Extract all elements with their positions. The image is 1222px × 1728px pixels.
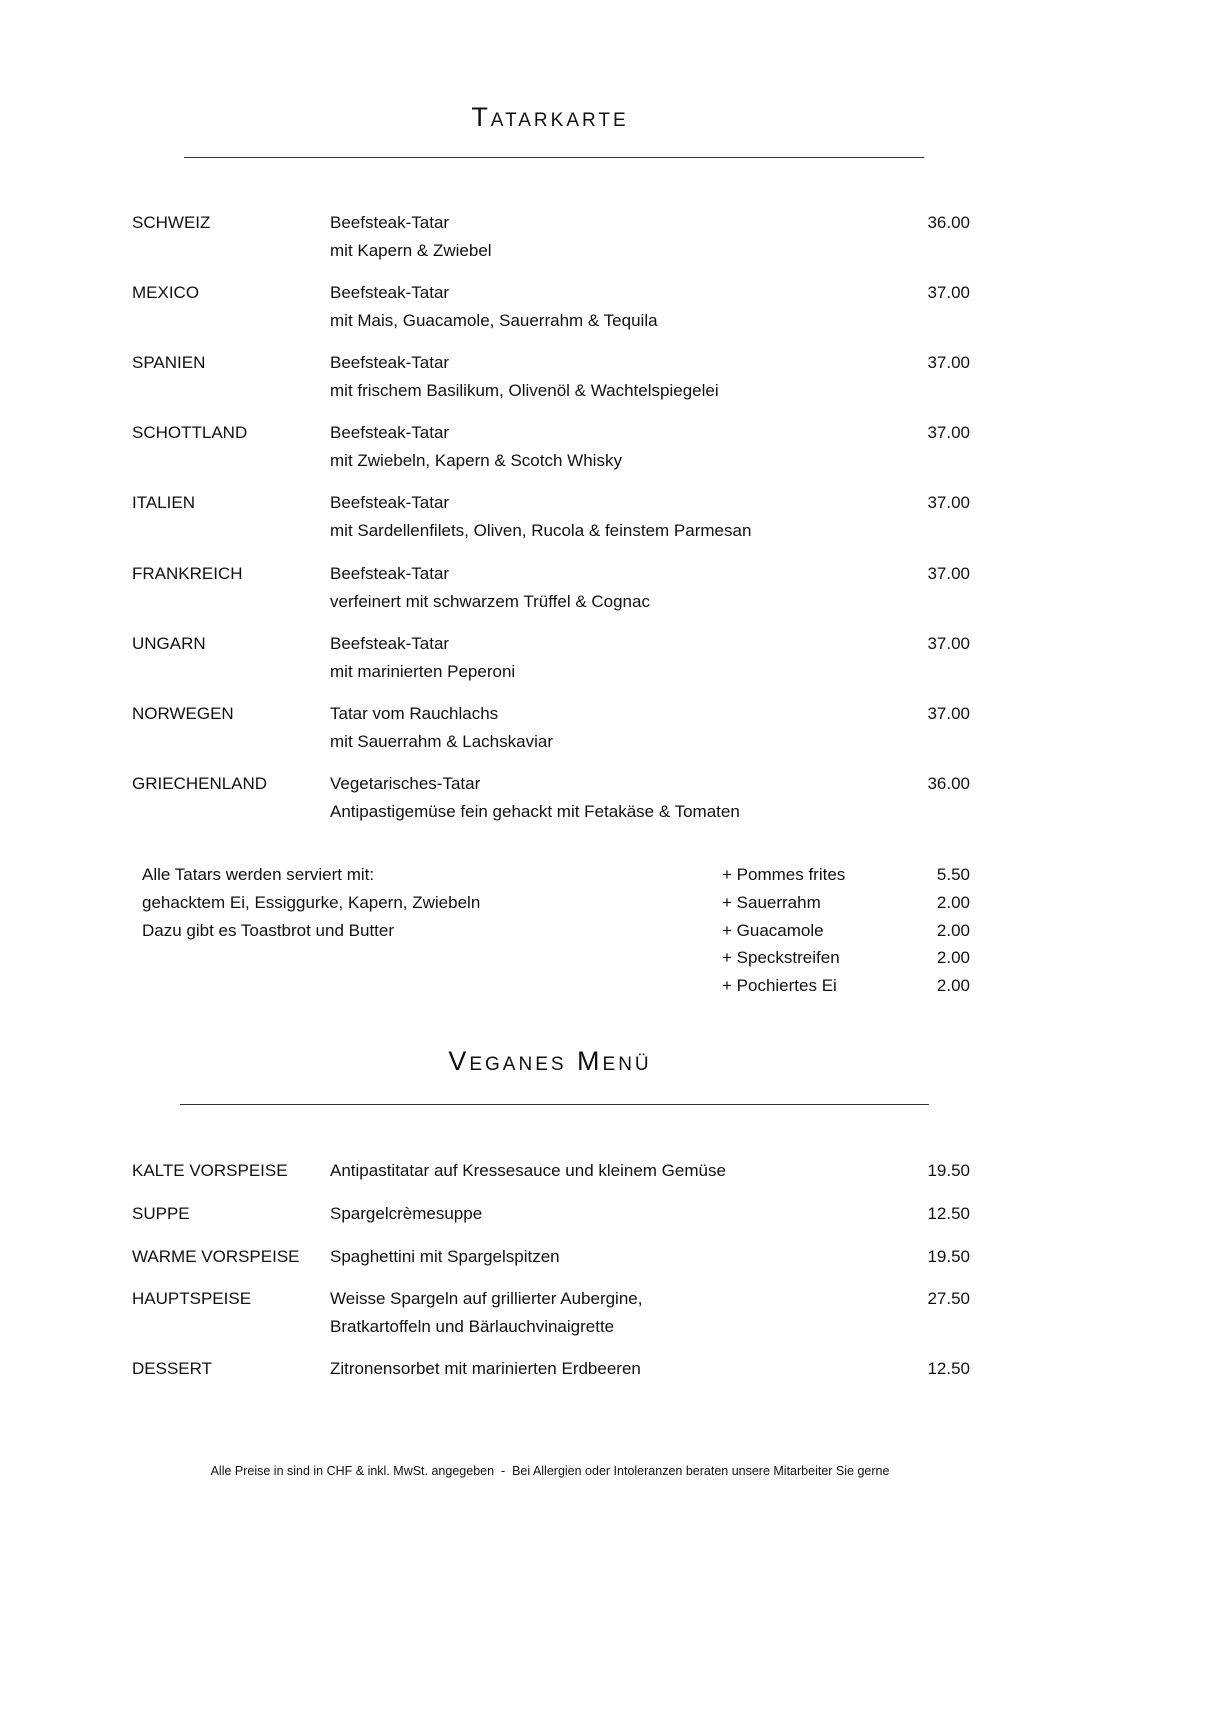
course-category: SUPPE — [132, 1204, 190, 1223]
extra-price: 2.00 — [936, 893, 970, 912]
item-category: NORWEGEN — [132, 704, 234, 723]
item-price: 37.00 — [927, 634, 970, 653]
item-description: mit Kapern & Zwiebel — [330, 241, 492, 260]
item-price: 37.00 — [927, 353, 970, 372]
item-price: 37.00 — [927, 704, 970, 723]
serving-note: gehacktem Ei, Essiggurke, Kapern, Zwiebeln — [142, 893, 481, 912]
course-name: Zitronensorbet mit marinierten Erdbeeren — [330, 1359, 641, 1378]
item-category: SCHOTTLAND — [132, 423, 248, 442]
extra-price: 2.00 — [936, 921, 970, 940]
item-price: 37.00 — [927, 564, 970, 583]
serving-note: Alle Tatars werden serviert mit: — [142, 865, 375, 884]
item-category: ITALIEN — [132, 493, 195, 512]
item-name: Beefsteak-Tatar — [330, 564, 450, 583]
item-name: Beefsteak-Tatar — [330, 634, 450, 653]
extra-name: + Speckstreifen — [722, 948, 840, 967]
item-category: GRIECHENLAND — [132, 774, 268, 793]
course-price: 27.50 — [927, 1289, 970, 1308]
item-description: mit Sauerrahm & Lachskaviar — [330, 732, 553, 751]
item-description: mit frischem Basilikum, Olivenöl & Wachtelspiegelei — [330, 381, 719, 400]
extra-price: 2.00 — [936, 948, 970, 967]
course-description: Bratkartoffeln und Bärlauchvinaigrette — [330, 1317, 615, 1336]
item-category: MEXICO — [132, 283, 200, 302]
course-price: 12.50 — [927, 1359, 970, 1378]
tatar-item — [0, 703, 1100, 773]
item-category: UNGARN — [132, 634, 206, 653]
course-category: WARME VORSPEISE — [132, 1247, 300, 1266]
item-description: mit Sardellenfilets, Oliven, Rucola & feinstem Parmesan — [330, 521, 752, 540]
extra-name: + Sauerrahm — [722, 893, 821, 912]
extra-name: + Pochiertes Ei — [722, 976, 837, 995]
course-name: Spargelcrèmesuppe — [330, 1204, 483, 1223]
tatar-title-rule — [184, 157, 924, 158]
course-category: DESSERT — [132, 1359, 212, 1378]
item-price: 36.00 — [927, 213, 970, 232]
item-name: Beefsteak-Tatar — [330, 493, 450, 512]
course-price: 19.50 — [927, 1247, 970, 1266]
extra-price: 5.50 — [936, 865, 970, 884]
serving-note: Dazu gibt es Toastbrot und Butter — [142, 921, 395, 940]
extra-price: 2.00 — [936, 976, 970, 995]
course-name: Antipastitatar auf Kressesauce und kleinem Gemüse — [330, 1161, 726, 1180]
tatar-item — [0, 633, 1100, 703]
course-price: 12.50 — [927, 1204, 970, 1223]
item-name: Tatar vom Rauchlachs — [330, 704, 499, 723]
item-category: FRANKREICH — [132, 564, 243, 583]
tatar-item — [0, 492, 1100, 562]
tatar-item — [0, 282, 1100, 352]
vegan-item — [0, 1288, 1100, 1358]
item-description: mit Zwiebeln, Kapern & Scotch Whisky — [330, 451, 622, 470]
extra-name: + Guacamole — [722, 921, 824, 940]
vegan-title-rule — [180, 1104, 929, 1105]
course-price: 19.50 — [927, 1161, 970, 1180]
item-description: mit Mais, Guacamole, Sauerrahm & Tequila — [330, 311, 658, 330]
item-price: 37.00 — [927, 423, 970, 442]
vegan-title: Veganes Menü — [448, 1046, 652, 1076]
tatar-item — [0, 352, 1100, 422]
extra-name: + Pommes frites — [722, 865, 846, 884]
tatar-item — [0, 422, 1100, 492]
item-name: Beefsteak-Tatar — [330, 353, 450, 372]
item-price: 37.00 — [927, 493, 970, 512]
course-category: HAUPTSPEISE — [132, 1289, 252, 1308]
price-footnote: Alle Preise in sind in CHF & inkl. MwSt. angegeben - Bei Allergien oder Intoleranzen beraten unsere Mitarbeiter Sie gerne — [210, 1464, 890, 1478]
item-price: 37.00 — [927, 283, 970, 302]
item-price: 36.00 — [927, 774, 970, 793]
tatar-item — [0, 773, 1100, 843]
course-category: KALTE VORSPEISE — [132, 1161, 288, 1180]
item-description: verfeinert mit schwarzem Trüffel & Cognac — [330, 592, 650, 611]
vegan-item — [0, 1358, 1100, 1428]
course-name: Weisse Spargeln auf grillierter Aubergine, — [330, 1289, 643, 1308]
item-category: SCHWEIZ — [132, 213, 211, 232]
tatar-item — [0, 563, 1100, 633]
tatar-item — [0, 212, 1100, 282]
item-name: Vegetarisches-Tatar — [330, 774, 481, 793]
course-name: Spaghettini mit Spargelspitzen — [330, 1247, 560, 1266]
item-category: SPANIEN — [132, 353, 206, 372]
item-name: Beefsteak-Tatar — [330, 283, 450, 302]
item-name: Beefsteak-Tatar — [330, 213, 450, 232]
tatar-title: Tatarkarte — [471, 102, 629, 132]
item-description: Antipastigemüse fein gehackt mit Fetakäse & Tomaten — [330, 802, 740, 821]
item-description: mit marinierten Peperoni — [330, 662, 516, 681]
item-name: Beefsteak-Tatar — [330, 423, 450, 442]
